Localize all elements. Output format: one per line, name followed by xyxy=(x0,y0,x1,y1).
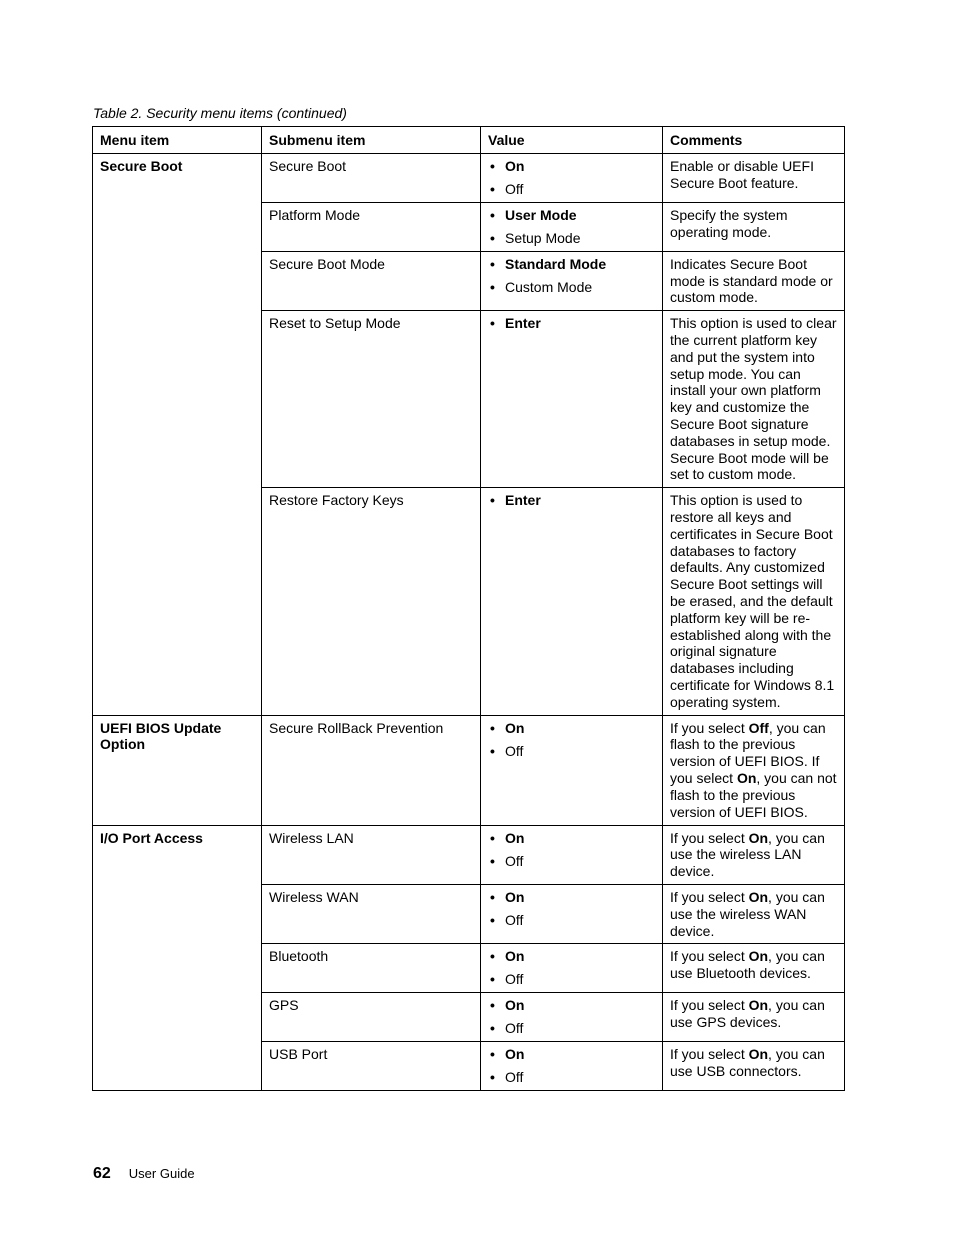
value-option-default: • On xyxy=(488,889,655,906)
table-caption: Table 2. Security menu items (continued) xyxy=(93,105,347,121)
comment-cell xyxy=(663,1042,845,1091)
value-cell xyxy=(481,488,663,715)
value-option: • Custom Mode xyxy=(488,279,655,296)
table-row xyxy=(93,153,845,202)
value-option: • Off xyxy=(488,1069,655,1086)
comment-text: , you can not flash to the previous version of UEFI BIOS. xyxy=(670,769,837,820)
comment-text: Specify the system operating mode. xyxy=(670,206,788,240)
comment-text: If you select xyxy=(670,1046,749,1063)
comment-emphasis: On xyxy=(748,948,769,965)
value-option: • Off xyxy=(488,912,655,929)
security-menu-table xyxy=(92,126,845,1091)
comment-text: This option is used to clear the current platform key and put the system into setup mode. You can install your own platform key and customize the Secure Boot signature databases in setup mode. Secure Boot mode will be set to custom mode. xyxy=(670,315,837,483)
value-cell xyxy=(481,311,663,488)
comment-text: Enable or disable UEFI Secure Boot feature. xyxy=(670,157,814,191)
comment-text: , you can flash to the previous version of UEFI BIOS. If you select xyxy=(670,719,826,786)
comment-cell xyxy=(663,825,845,884)
table-row xyxy=(93,825,845,884)
value-option-default: • User Mode xyxy=(488,207,655,224)
comment-text: If you select xyxy=(670,829,749,846)
value-cell xyxy=(481,153,663,202)
value-option: • Off xyxy=(488,743,655,760)
page-number: 62 xyxy=(93,1165,111,1182)
value-cell xyxy=(481,715,663,825)
comment-cell xyxy=(663,488,845,715)
comment-text: , you can use the wireless LAN device. xyxy=(670,829,825,880)
table-row xyxy=(93,715,845,825)
value-cell xyxy=(481,884,663,943)
header-submenu-item: Submenu item xyxy=(262,127,481,154)
value-option-default: • On xyxy=(488,720,655,737)
value-cell xyxy=(481,825,663,884)
comment-cell xyxy=(663,993,845,1042)
comment-text: This option is used to restore all keys and certificates in Secure Boot databases to factory defaults. Any customized Secure Boot settings will be erased, and the default platform key will be re-established along with the original signature databases including certificate for Windows 8.1 operating system. xyxy=(670,492,835,710)
comment-cell xyxy=(663,153,845,202)
submenu-cell: Secure Boot Mode xyxy=(262,251,481,310)
value-option-default: • On xyxy=(488,948,655,965)
submenu-cell: Platform Mode xyxy=(262,202,481,251)
comment-emphasis: Off xyxy=(748,719,769,736)
comment-emphasis: On xyxy=(748,829,769,846)
value-option-default: • On xyxy=(488,997,655,1014)
comment-text: , you can use GPS devices. xyxy=(670,997,825,1031)
comment-emphasis: On xyxy=(748,1046,769,1063)
comment-cell xyxy=(663,715,845,825)
value-option-default: • Enter xyxy=(488,492,655,509)
submenu-cell: GPS xyxy=(262,993,481,1042)
value-option-default: • Enter xyxy=(488,315,655,332)
comment-cell xyxy=(663,884,845,943)
comment-cell xyxy=(663,944,845,993)
value-option-default: • Standard Mode xyxy=(488,256,655,273)
document-title: User Guide xyxy=(128,1166,195,1181)
submenu-cell: Bluetooth xyxy=(262,944,481,993)
submenu-cell: Wireless LAN xyxy=(262,825,481,884)
value-cell xyxy=(481,993,663,1042)
header-comments: Comments xyxy=(663,127,845,154)
value-option-default: • On xyxy=(488,1046,655,1063)
comment-text: If you select xyxy=(670,948,749,965)
comment-text: , you can use USB connectors. xyxy=(670,1046,825,1080)
menu-item-cell: I/O Port Access xyxy=(93,825,262,1091)
value-cell xyxy=(481,944,663,993)
submenu-cell: Secure RollBack Prevention xyxy=(262,715,481,825)
comment-cell xyxy=(663,202,845,251)
value-option-default: • On xyxy=(488,158,655,175)
submenu-cell: Secure Boot xyxy=(262,153,481,202)
value-option: • Off xyxy=(488,1020,655,1037)
comment-emphasis: On xyxy=(748,997,769,1014)
comment-text: If you select xyxy=(670,888,749,905)
value-cell xyxy=(481,1042,663,1091)
value-option-default: • On xyxy=(488,830,655,847)
submenu-cell: Reset to Setup Mode xyxy=(262,311,481,488)
comment-cell xyxy=(663,251,845,310)
header-menu-item: Menu item xyxy=(93,127,262,154)
menu-item-cell: Secure Boot xyxy=(93,153,262,715)
value-cell xyxy=(481,202,663,251)
value-option: • Off xyxy=(488,853,655,870)
comment-emphasis: On xyxy=(748,888,769,905)
comment-text: Indicates Secure Boot mode is standard mode or custom mode. xyxy=(670,255,833,306)
comment-emphasis: On xyxy=(736,769,757,786)
page-footer xyxy=(93,1165,195,1183)
table-header-row xyxy=(93,127,845,154)
submenu-cell: Restore Factory Keys xyxy=(262,488,481,715)
comment-text: , you can use the wireless WAN device. xyxy=(670,888,825,939)
header-value: Value xyxy=(481,127,663,154)
value-cell xyxy=(481,251,663,310)
submenu-cell: USB Port xyxy=(262,1042,481,1091)
value-option: • Setup Mode xyxy=(488,230,655,247)
comment-text: , you can use Bluetooth devices. xyxy=(670,948,825,982)
menu-item-cell: UEFI BIOS Update Option xyxy=(93,715,262,825)
comment-text: If you select xyxy=(670,997,749,1014)
value-option: • Off xyxy=(488,971,655,988)
comment-cell xyxy=(663,311,845,488)
value-option: • Off xyxy=(488,181,655,198)
comment-text: If you select xyxy=(670,719,749,736)
submenu-cell: Wireless WAN xyxy=(262,884,481,943)
